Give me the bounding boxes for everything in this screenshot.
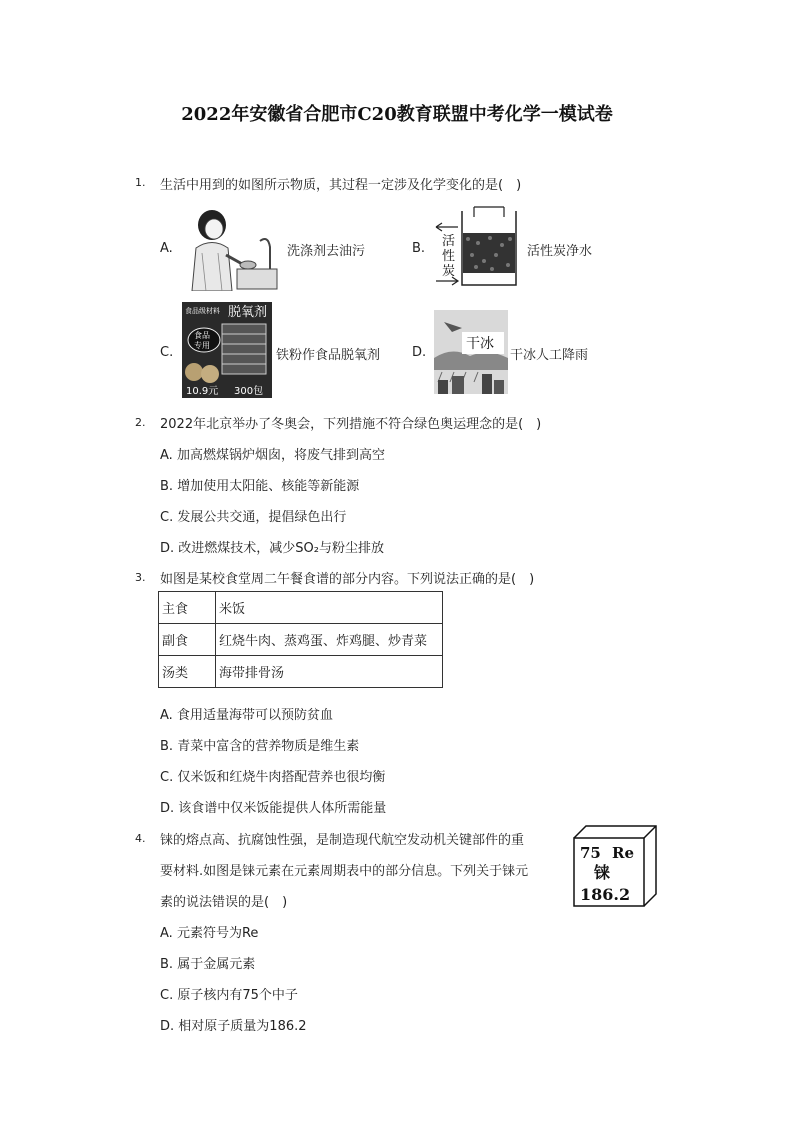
table-cell: 汤类 bbox=[159, 656, 216, 688]
option-d: D. 该食谱中仅米饭能提供人体所需能量 bbox=[160, 801, 387, 816]
question-stem: 生活中用到的如图所示物质，其过程一定涉及化学变化的是( ) bbox=[160, 178, 522, 193]
table-cell: 米饭 bbox=[216, 592, 443, 624]
svg-text:食品: 食品 bbox=[194, 331, 210, 340]
option-letter: D. bbox=[412, 345, 427, 360]
page-title: 2022年安徽省合肥市C20教育联盟中考化学一模试卷 bbox=[181, 104, 613, 125]
menu-table bbox=[158, 591, 443, 688]
svg-text:炭: 炭 bbox=[442, 264, 456, 279]
question-number: 3. bbox=[135, 571, 146, 584]
table-row bbox=[159, 592, 443, 624]
table-cell: 红烧牛肉、蒸鸡蛋、炸鸡腿、炒青菜 bbox=[216, 624, 443, 656]
option-letter: C. bbox=[160, 345, 174, 360]
option-c: C. 原子核内有75个中子 bbox=[160, 988, 298, 1003]
element-symbol: Re bbox=[612, 844, 635, 862]
table-cell: 副食 bbox=[159, 624, 216, 656]
option-d: D. 相对原子质量为186.2 bbox=[160, 1019, 307, 1034]
element-mass: 186.2 bbox=[580, 885, 631, 904]
option-b: B. 青菜中富含的营养物质是维生素 bbox=[160, 739, 360, 754]
activated-carbon-filter-diagram bbox=[434, 203, 524, 291]
rhenium-element-card bbox=[572, 824, 658, 908]
option-b: B. 属于金属元素 bbox=[160, 957, 256, 972]
element-number: 75 bbox=[580, 844, 601, 862]
option-text: 洗涤剂去油污 bbox=[287, 244, 366, 259]
svg-text:性: 性 bbox=[442, 249, 456, 264]
option-a: A. 元素符号为Re bbox=[160, 926, 259, 941]
deoxidizer-package-photo bbox=[182, 302, 272, 398]
svg-text:活: 活 bbox=[442, 234, 456, 249]
question-number: 1. bbox=[135, 176, 146, 189]
table-cell: 主食 bbox=[159, 592, 216, 624]
dry-ice-rain-illustration bbox=[434, 310, 508, 394]
svg-text:食品级材料: 食品级材料 bbox=[185, 307, 220, 315]
question-number: 4. bbox=[135, 832, 146, 845]
option-d: D. 改进燃煤技术，减少SO₂与粉尘排放 bbox=[160, 541, 384, 556]
option-letter: B. bbox=[412, 241, 426, 256]
svg-text:干冰: 干冰 bbox=[466, 336, 494, 352]
woman-washing-dishes-illustration bbox=[182, 203, 282, 291]
question-number: 2. bbox=[135, 416, 146, 429]
svg-text:10.9元: 10.9元 bbox=[186, 386, 219, 397]
option-text: 干冰人工降雨 bbox=[510, 348, 589, 363]
question-stem: 如图是某校食堂周二午餐食谱的部分内容。下列说法正确的是( ) bbox=[160, 572, 535, 587]
question-stem-line: 素的说法错误的是( ) bbox=[160, 895, 288, 910]
table-row bbox=[159, 624, 443, 656]
option-a: A. 食用适量海带可以预防贫血 bbox=[160, 708, 333, 723]
option-b: B. 增加使用太阳能、核能等新能源 bbox=[160, 479, 360, 494]
svg-text:300包: 300包 bbox=[234, 386, 264, 397]
question-stem-line: 要材料.如图是铼元素在元素周期表中的部分信息。下列关于铼元 bbox=[160, 864, 529, 879]
table-cell: 海带排骨汤 bbox=[216, 656, 443, 688]
question-stem-line: 铼的熔点高、抗腐蚀性强，是制造现代航空发动机关键部件的重 bbox=[160, 833, 525, 848]
element-name: 铼 bbox=[594, 863, 611, 882]
option-letter: A. bbox=[160, 241, 173, 256]
question-stem: 2022年北京举办了冬奥会，下列措施不符合绿色奥运理念的是( ) bbox=[160, 417, 542, 432]
option-a: A. 加高燃煤锅炉烟囱，将废气排到高空 bbox=[160, 448, 385, 463]
option-text: 活性炭净水 bbox=[527, 244, 593, 259]
table-row bbox=[159, 656, 443, 688]
option-text: 铁粉作食品脱氧剂 bbox=[276, 348, 381, 363]
option-c: C. 发展公共交通，提倡绿色出行 bbox=[160, 510, 347, 525]
option-c: C. 仅米饭和红烧牛肉搭配营养也很均衡 bbox=[160, 770, 386, 785]
svg-text:专用: 专用 bbox=[194, 341, 210, 350]
svg-text:脱氧剂: 脱氧剂 bbox=[228, 305, 268, 320]
